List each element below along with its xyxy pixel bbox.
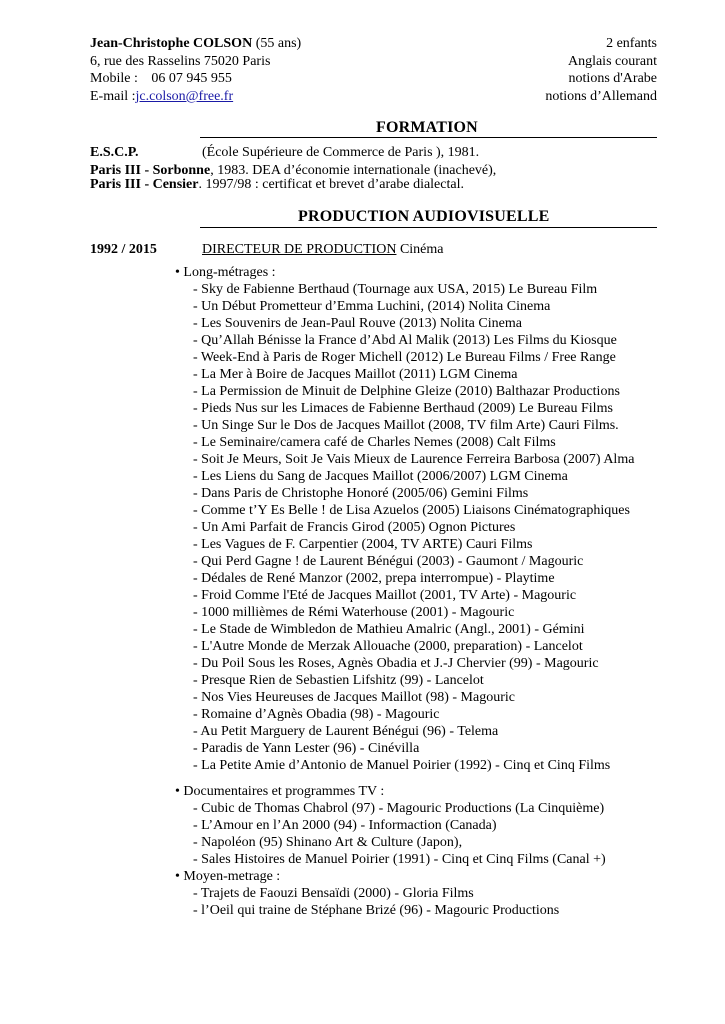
list-item: - L’Amour en l’An 2000 (94) - Informaction (Canada): [193, 818, 497, 833]
censier-text: . 1997/98 : certificat et brevet d’arabe dialectal.: [198, 177, 464, 192]
candidate-age: (55 ans): [252, 36, 302, 51]
list-item: - Dans Paris de Christophe Honoré (2005/06) Gemini Films: [193, 486, 529, 501]
list-item: - Les Vagues de F. Carpentier (2004, TV ARTE) Cauri Films: [193, 537, 533, 552]
production-title: PRODUCTION AUDIOVISUELLE: [298, 208, 550, 225]
long-metrage-list: [193, 281, 634, 774]
language-arabic: notions d'Arabe: [568, 71, 657, 86]
list-item: - l’Oeil qui traine de Stéphane Brizé (96) - Magouric Productions: [193, 903, 560, 918]
moyen-metrage-label: • Moyen-metrage :: [175, 869, 281, 884]
list-item: - Romaine d’Agnès Obadia (98) - Magouric: [193, 707, 440, 722]
list-item: - 1000 millièmes de Rémi Waterhouse (2001) - Magouric: [193, 605, 515, 620]
address: 6, rue des Rasselins 75020 Paris: [90, 54, 271, 69]
list-item: - Cubic de Thomas Chabrol (97) - Magouric Productions (La Cinquième): [193, 801, 605, 816]
formation-title: FORMATION: [376, 119, 478, 136]
list-item: - La Permission de Minuit de Delphine Gleize (2010) Balthazar Productions: [193, 384, 620, 399]
list-item: - Paradis de Yann Lester (96) - Cinévilla: [193, 741, 420, 756]
escp-text: (École Supérieure de Commerce de Paris ), 1981.: [202, 145, 480, 160]
role-suffix: Cinéma: [396, 242, 444, 257]
list-item: - Le Stade de Wimbledon de Mathieu Amalric (Angl., 2001) - Gémini: [193, 622, 585, 637]
email-link[interactable]: jc.colson@free.fr: [135, 89, 234, 104]
list-item: - Un Début Prometteur d’Emma Luchini, (2014) Nolita Cinema: [193, 299, 551, 314]
list-item: - Nos Vies Heureuses de Jacques Maillot (98) - Magouric: [193, 690, 515, 705]
list-item: - Dédales de René Manzor (2002, prepa interrompue) - Playtime: [193, 571, 555, 586]
email-line: [90, 88, 233, 105]
list-item: - L'Autre Monde de Merzak Allouache (2000, preparation) - Lancelot: [193, 639, 583, 654]
list-item: - Week-End à Paris de Roger Michell (2012) Le Bureau Films / Free Range: [193, 350, 616, 365]
role-line: [202, 241, 444, 258]
list-item: - Napoléon (95) Shinano Art & Culture (Japon),: [193, 835, 463, 850]
sorbonne-line: [90, 164, 496, 178]
mobile-line: [90, 70, 232, 87]
list-item: - Le Seminaire/camera café de Charles Nemes (2008) Calt Films: [193, 435, 556, 450]
list-item: - Froid Comme l'Eté de Jacques Maillot (2001, TV Arte) - Magouric: [193, 588, 577, 603]
language-german: notions d’Allemand: [545, 89, 657, 104]
list-item: - Trajets de Faouzi Bensaïdi (2000) - Gloria Films: [193, 886, 474, 901]
candidate-name: Jean-Christophe COLSON: [90, 36, 253, 51]
list-item: - La Petite Amie d’Antonio de Manuel Poirier (1992) - Cinq et Cinq Films: [193, 758, 611, 773]
censier-line: [90, 178, 464, 192]
sorbonne-label: Paris III - Sorbonne: [90, 163, 211, 178]
email-label: E-mail :: [90, 89, 136, 104]
moyen-metrage-list: [193, 885, 559, 919]
long-metrage-label: • Long-métrages :: [175, 265, 276, 280]
list-item: - La Mer à Boire de Jacques Maillot (2011) LGM Cinema: [193, 367, 518, 382]
list-item: - Comme t’Y Es Belle ! de Lisa Azuelos (2005) Liaisons Cinématographiques: [193, 503, 630, 518]
list-item: - Les Souvenirs de Jean-Paul Rouve (2013) Nolita Cinema: [193, 316, 522, 331]
documentaires-label: • Documentaires et programmes TV :: [175, 784, 385, 799]
list-item: - Qui Perd Gagne ! de Laurent Bénégui (2003) - Gaumont / Magouric: [193, 554, 584, 569]
formation-rule: [200, 137, 657, 138]
list-item: - Soit Je Meurs, Soit Je Vais Mieux de Laurence Ferreira Barbosa (2007) Alma: [193, 452, 635, 467]
period: 1992 / 2015: [90, 242, 157, 257]
escp-label: E.S.C.P.: [90, 145, 139, 160]
list-item: - Un Ami Parfait de Francis Girod (2005) Ognon Pictures: [193, 520, 516, 535]
sorbonne-text: , 1983. DEA d’économie internationale (inachevé),: [210, 163, 497, 178]
production-rule: [200, 227, 657, 228]
list-item: - Les Liens du Sang de Jacques Maillot (2006/2007) LGM Cinema: [193, 469, 568, 484]
list-item: - Qu’Allah Bénisse la France d’Abd Al Malik (2013) Les Films du Kiosque: [193, 333, 617, 348]
list-item: - Sales Histoires de Manuel Poirier (1991) - Cinq et Cinq Films (Canal +): [193, 852, 606, 867]
family-status: 2 enfants: [606, 36, 657, 51]
list-item: - Du Poil Sous les Roses, Agnès Obadia et J.-J Chervier (99) - Magouric: [193, 656, 599, 671]
documentaires-list: [193, 800, 606, 868]
mobile-label: Mobile :: [90, 71, 142, 86]
list-item: - Au Petit Marguery de Laurent Bénégui (96) - Telema: [193, 724, 499, 739]
censier-label: Paris III - Censier: [90, 177, 199, 192]
list-item: - Sky de Fabienne Berthaud (Tournage aux USA, 2015) Le Bureau Film: [193, 282, 598, 297]
list-item: - Un Singe Sur le Dos de Jacques Maillot (2008, TV film Arte) Cauri Films.: [193, 418, 619, 433]
list-item: - Presque Rien de Sebastien Lifshitz (99) - Lancelot: [193, 673, 484, 688]
role-title: DIRECTEUR DE PRODUCTION: [202, 242, 397, 257]
list-item: - Pieds Nus sur les Limaces de Fabienne Berthaud (2009) Le Bureau Films: [193, 401, 613, 416]
mobile-number: 06 07 945 955: [151, 71, 232, 86]
candidate-name-line: [90, 35, 301, 52]
language-english: Anglais courant: [567, 54, 657, 69]
